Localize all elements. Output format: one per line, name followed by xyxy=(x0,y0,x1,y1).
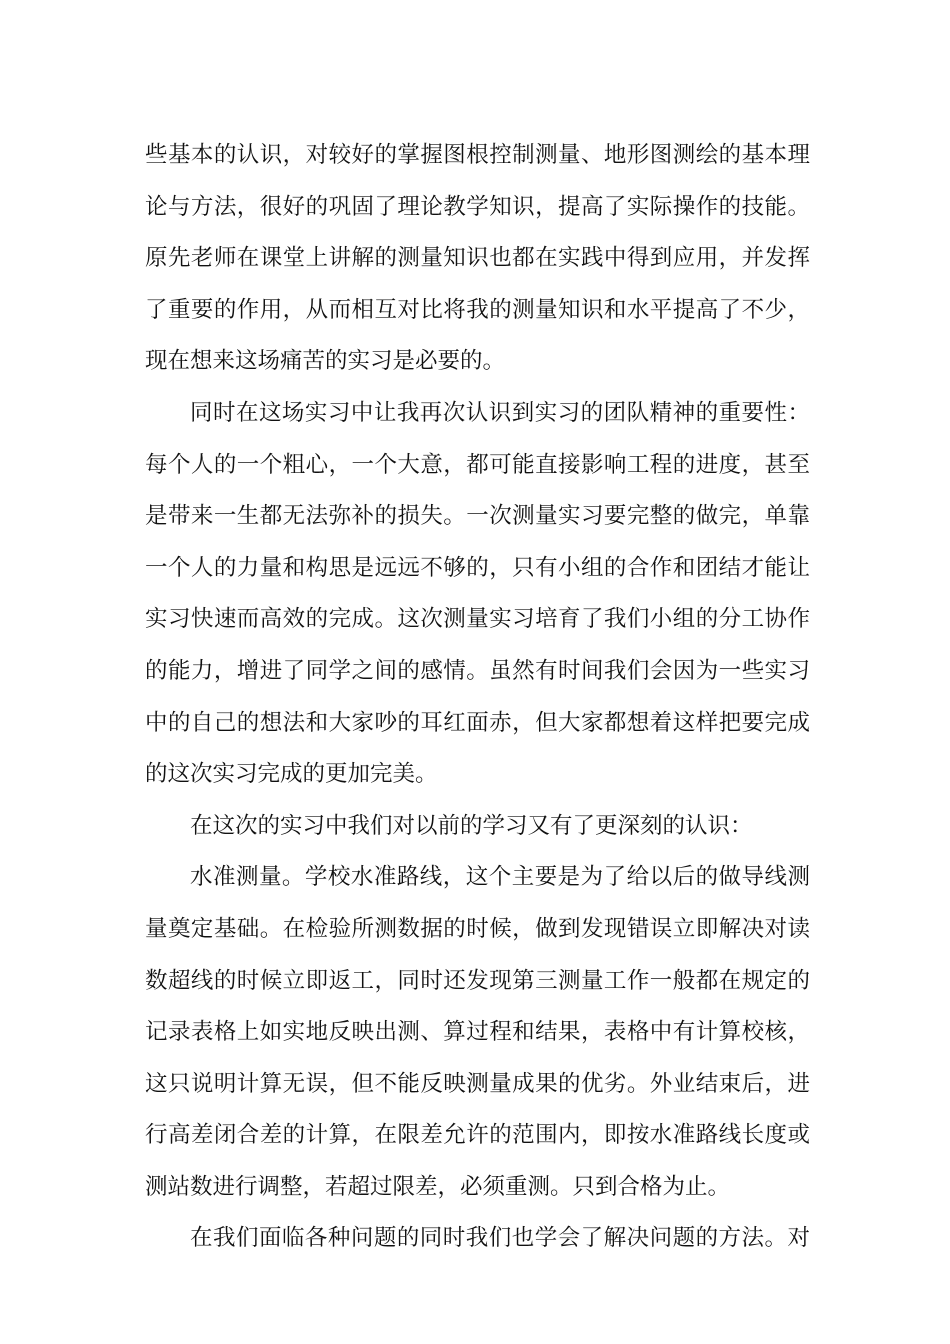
text-line: 同时在这场实习中让我再次认识到实习的团队精神的重要性： xyxy=(190,399,810,426)
body-text xyxy=(145,130,810,1265)
text-line: 的能力，增进了同学之间的感情。虽然有时间我们会因为一些实习 xyxy=(145,657,810,684)
text-line: 实习快速而高效的完成。这次测量实习培育了我们小组的分工协作 xyxy=(145,606,810,633)
text-line: 现在想来这场痛苦的实习是必要的。 xyxy=(145,348,506,375)
text-line: 测站数进行调整，若超过限差，必须重测。只到合格为止。 xyxy=(145,1173,731,1200)
text-line: 记录表格上如实地反映出测、算过程和结果，表格中有计算校核， xyxy=(145,1019,810,1046)
text-line: 一个人的力量和构思是远远不够的，只有小组的合作和团结才能让 xyxy=(145,554,810,581)
text-line: 量奠定基础。在检验所测数据的时候，做到发现错误立即解决对读 xyxy=(145,915,810,942)
text-line: 每个人的一个粗心，一个大意，都可能直接影响工程的进度，甚至 xyxy=(145,451,810,478)
text-line: 论与方法，很好的巩固了理论教学知识，提高了实际操作的技能。 xyxy=(145,193,810,220)
text-line: 在我们面临各种问题的同时我们也学会了解决问题的方法。对 xyxy=(190,1225,810,1252)
text-line: 行高差闭合差的计算，在限差允许的范围内，即按水准路线长度或 xyxy=(145,1122,810,1149)
text-line: 在这次的实习中我们对以前的学习又有了更深刻的认识： xyxy=(190,812,753,839)
text-line: 水准测量。学校水准路线，这个主要是为了给以后的做导线测 xyxy=(190,864,810,891)
text-line: 的这次实习完成的更加完美。 xyxy=(145,761,438,788)
text-line: 数超线的时候立即返工，同时还发现第三测量工作一般都在规定的 xyxy=(145,967,810,994)
text-line: 原先老师在课堂上讲解的测量知识也都在实践中得到应用，并发挥 xyxy=(145,245,810,272)
text-line: 中的自己的想法和大家吵的耳红面赤，但大家都想着这样把要完成 xyxy=(145,709,810,736)
text-line: 是带来一生都无法弥补的损失。一次测量实习要完整的做完，单靠 xyxy=(145,503,810,530)
text-line: 这只说明计算无误，但不能反映测量成果的优劣。外业结束后，进 xyxy=(145,1070,810,1097)
text-line: 些基本的认识，对较好的掌握图根控制测量、地形图测绘的基本理 xyxy=(145,142,810,168)
text-line: 了重要的作用，从而相互对比将我的测量知识和水平提高了不少， xyxy=(145,296,810,323)
